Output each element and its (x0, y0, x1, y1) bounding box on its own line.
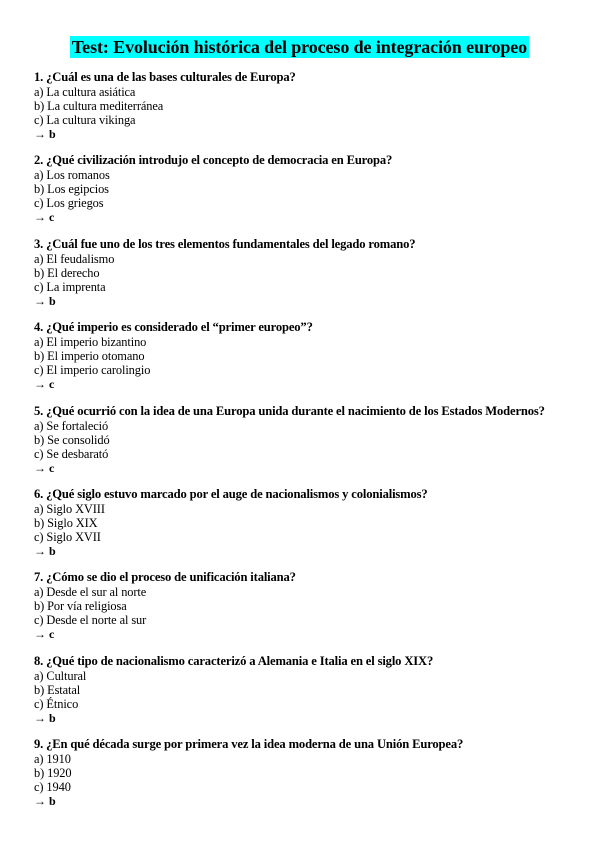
arrow-icon: → (34, 710, 46, 725)
arrow-icon: → (34, 543, 46, 558)
option-b: b) Los egipcios (34, 182, 109, 197)
option-c: c) Desde el norte al sur (34, 613, 147, 628)
answer-letter: c (49, 210, 55, 225)
answer-line (34, 544, 574, 558)
option-a: a) La cultura asiática (34, 85, 136, 99)
question-list (34, 70, 574, 821)
option-b: b) La cultura mediterránea (34, 99, 164, 113)
question-item (34, 737, 574, 820)
arrow-icon: → (34, 127, 46, 141)
option-c: c) Los griegos (34, 196, 104, 211)
answer-line (34, 377, 574, 391)
answer-line (34, 794, 574, 808)
answer-line (34, 210, 574, 224)
option-b: b) Por vía religiosa (34, 599, 127, 614)
answer-line (34, 711, 574, 725)
answer-letter: b (49, 794, 56, 809)
option-a: a) El feudalismo (34, 251, 115, 266)
answer-line (34, 627, 574, 641)
question-item (34, 404, 574, 487)
option-c: c) La imprenta (34, 279, 106, 294)
page-title: Test: Evolución histórica del proceso de integración europeo (71, 37, 528, 57)
question-text: 8. ¿Qué tipo de nacionalismo caracterizó a Alemania e Italia en el siglo XIX? (34, 653, 434, 668)
option-b: b) El derecho (34, 265, 100, 280)
answer-letter: c (49, 460, 55, 475)
option-c: c) El imperio carolingio (34, 363, 151, 378)
question-text: 7. ¿Cómo se dio el proceso de unificación italiana? (34, 570, 296, 585)
question-text: 2. ¿Qué civilización introdujo el concepto de democracia en Europa? (34, 153, 393, 168)
option-b: b) Se consolidó (34, 432, 110, 447)
answer-letter: b (49, 710, 56, 725)
arrow-icon: → (34, 377, 46, 392)
question-item (34, 153, 574, 236)
question-text: 4. ¿Qué imperio es considerado el “primer europeo”? (34, 320, 313, 335)
arrow-icon: → (34, 293, 46, 308)
answer-letter: c (49, 377, 55, 392)
question-item (34, 487, 574, 570)
question-text: 6. ¿Qué siglo estuvo marcado por el auge de nacionalismos y colonialismos? (34, 486, 428, 501)
answer-line (34, 294, 574, 308)
option-a: a) Se fortaleció (34, 418, 109, 433)
option-b: b) El imperio otomano (34, 349, 145, 364)
answer-letter: b (49, 127, 56, 141)
title-wrapper (0, 36, 599, 58)
option-a: a) 1910 (34, 752, 71, 767)
question-text: 5. ¿Qué ocurrió con la idea de una Europa unida durante el nacimiento de los Estados Modernos? (34, 403, 545, 418)
option-c: c) Siglo XVII (34, 529, 101, 544)
option-a: a) Siglo XVIII (34, 501, 105, 516)
answer-letter: c (49, 627, 55, 642)
answer-line (34, 127, 574, 141)
answer-letter: b (49, 543, 56, 558)
option-a: a) El imperio bizantino (34, 335, 147, 350)
arrow-icon: → (34, 627, 46, 642)
option-b: b) 1920 (34, 766, 72, 781)
option-b: b) Siglo XIX (34, 515, 98, 530)
answer-line (34, 461, 574, 475)
option-c: c) Se desbarató (34, 446, 109, 461)
question-text: 1. ¿Cuál es una de las bases culturales de Europa? (34, 70, 296, 84)
option-a: a) Cultural (34, 668, 87, 683)
question-item (34, 320, 574, 403)
arrow-icon: → (34, 210, 46, 225)
question-item (34, 70, 574, 153)
answer-letter: b (49, 293, 56, 308)
question-item (34, 570, 574, 653)
question-item (34, 654, 574, 737)
question-text: 3. ¿Cuál fue uno de los tres elementos fundamentales del legado romano? (34, 236, 416, 251)
question-item (34, 237, 574, 320)
option-a: a) Los romanos (34, 168, 110, 183)
option-c: c) La cultura vikinga (34, 113, 136, 127)
arrow-icon: → (34, 460, 46, 475)
option-c: c) Étnico (34, 696, 79, 711)
option-b: b) Estatal (34, 682, 81, 697)
question-text: 9. ¿En qué década surge por primera vez la idea moderna de una Unión Europea? (34, 737, 464, 752)
option-a: a) Desde el sur al norte (34, 585, 147, 600)
option-c: c) 1940 (34, 780, 71, 795)
arrow-icon: → (34, 794, 46, 809)
